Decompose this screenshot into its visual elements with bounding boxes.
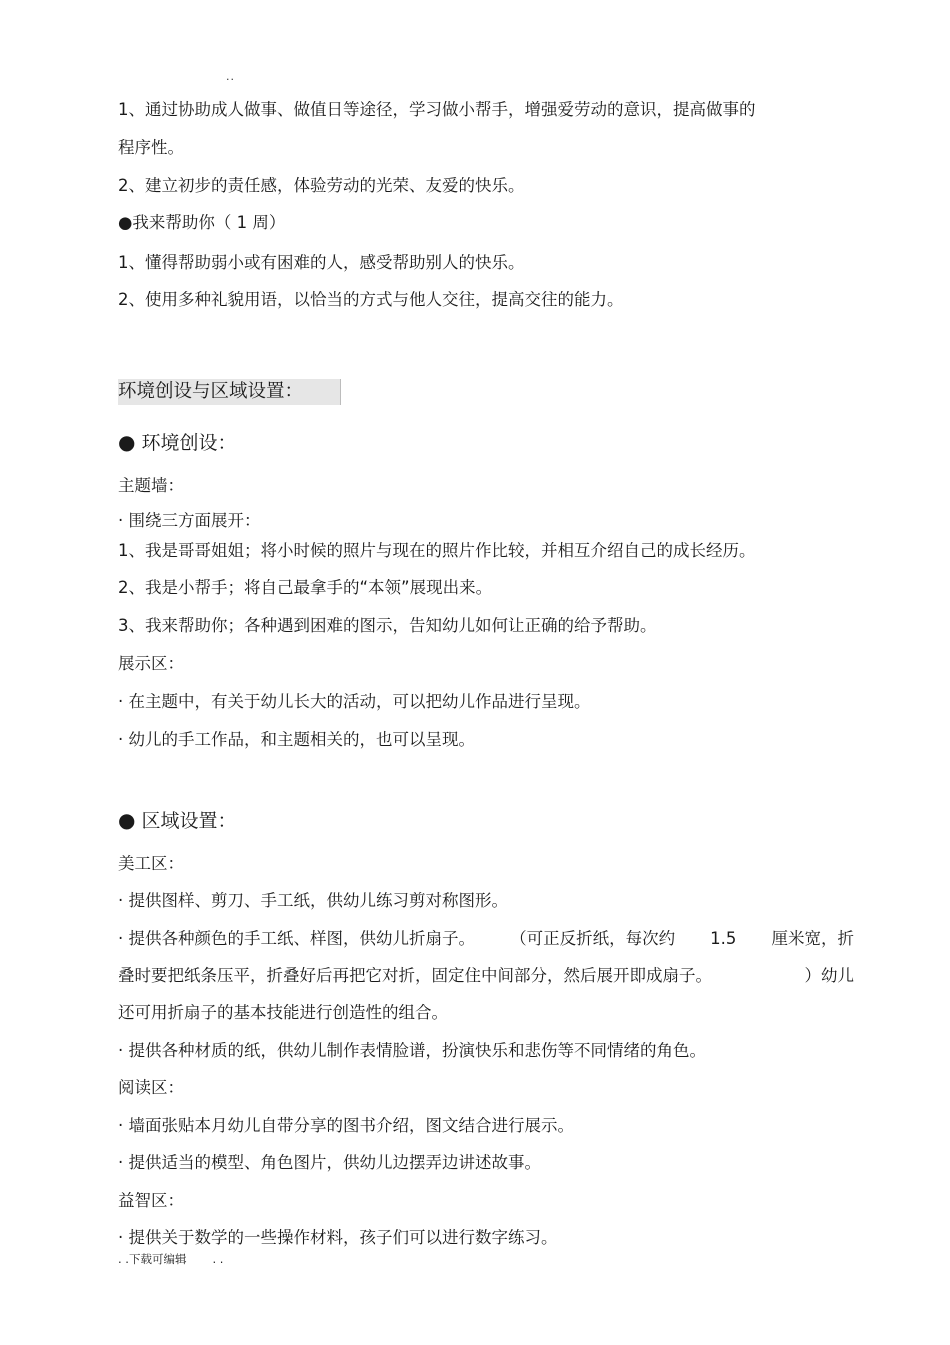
art-item-2-line-2: [118, 965, 854, 987]
section-title: 环境创设与区域设置：: [118, 379, 341, 405]
env-item-1: 1、我是哥哥姐姐；将小时候的照片与现在的照片作比较，并相互介绍自己的成长经历。: [118, 541, 756, 560]
art-item-2-part-a: · 提供各种颜色的手工纸、样图，供幼儿折扇子。: [118, 929, 475, 948]
art-label: 美工区：: [118, 854, 184, 873]
reading-item-2: · 提供适当的模型、角色图片，供幼儿边摆弄边讲述故事。: [118, 1153, 541, 1172]
art-item-2-line2-b: ）幼儿: [804, 966, 854, 985]
display-item-1: · 在主题中，有关于幼儿长大的活动，可以把幼儿作品进行呈现。: [118, 692, 591, 711]
env-item-2: 2、我是小帮手；将自己最拿手的“本领”展现出来。: [118, 578, 493, 597]
puzzle-item: · 提供关于数学的一些操作材料，孩子们可以进行数字练习。: [118, 1228, 558, 1247]
bullet-icon: ●: [118, 808, 136, 832]
goal2-line-1: 1、懂得帮助弱小或有困难的人，感受帮助别人的快乐。: [118, 253, 525, 272]
areas-heading: [118, 808, 236, 833]
art-item-2-line-1: [118, 928, 854, 950]
around-label: · 围绕三方面展开：: [118, 511, 261, 530]
art-item-2-part-c: 1.5: [710, 929, 737, 948]
display-item-2: · 幼儿的手工作品，和主题相关的，也可以呈现。: [118, 730, 475, 749]
goal-line-2: 2、建立初步的责任感，体验劳动的光荣、友爱的快乐。: [118, 176, 525, 195]
display-label: 展示区：: [118, 654, 184, 673]
theme-wall-label: 主题墙：: [118, 476, 184, 495]
header-dots: ..: [226, 70, 235, 83]
art-item-2-line-3: 还可用折扇子的基本技能进行创造性的组合。: [118, 1003, 448, 1022]
art-item-2-line2-a: 叠时要把纸条压平，折叠好后再把它对折，固定住中间部分，然后展开即成扇子。: [118, 966, 712, 985]
art-item-2-part-d: 厘米宽，折: [771, 929, 854, 948]
reading-item-1: · 墙面张贴本月幼儿自带分享的图书介绍，图文结合进行展示。: [118, 1116, 574, 1135]
footer-left: . .下载可编辑: [118, 1252, 187, 1266]
footer-right: . .: [212, 1252, 224, 1266]
env-item-3: 3、我来帮助你；各种遇到困难的图示，告知幼儿如何让正确的给予帮助。: [118, 616, 657, 635]
reading-label: 阅读区：: [118, 1078, 184, 1097]
subtheme-label: ●我来帮助你（ 1 周）: [118, 213, 286, 232]
goal-line-1: 1、通过协助成人做事、做值日等途径，学习做小帮手，增强爱劳动的意识，提高做事的: [118, 100, 756, 119]
goal-line-1-cont: 程序性。: [118, 138, 184, 157]
env-heading: [118, 430, 236, 455]
art-item-1: · 提供图样、剪刀、手工纸，供幼儿练习剪对称图形。: [118, 891, 508, 910]
page-footer: [118, 1251, 223, 1267]
bullet-icon: ●: [118, 430, 136, 454]
env-heading-text: 环境创设：: [141, 432, 237, 454]
puzzle-label: 益智区：: [118, 1191, 184, 1210]
art-item-3: · 提供各种材质的纸，供幼儿制作表情脸谱，扮演快乐和悲伤等不同情绪的角色。: [118, 1041, 706, 1060]
art-item-2-part-b: （可正反折纸，每次约: [510, 929, 676, 948]
areas-heading-text: 区域设置：: [141, 810, 237, 832]
goal2-line-2: 2、使用多种礼貌用语，以恰当的方式与他人交往，提高交往的能力。: [118, 290, 624, 309]
